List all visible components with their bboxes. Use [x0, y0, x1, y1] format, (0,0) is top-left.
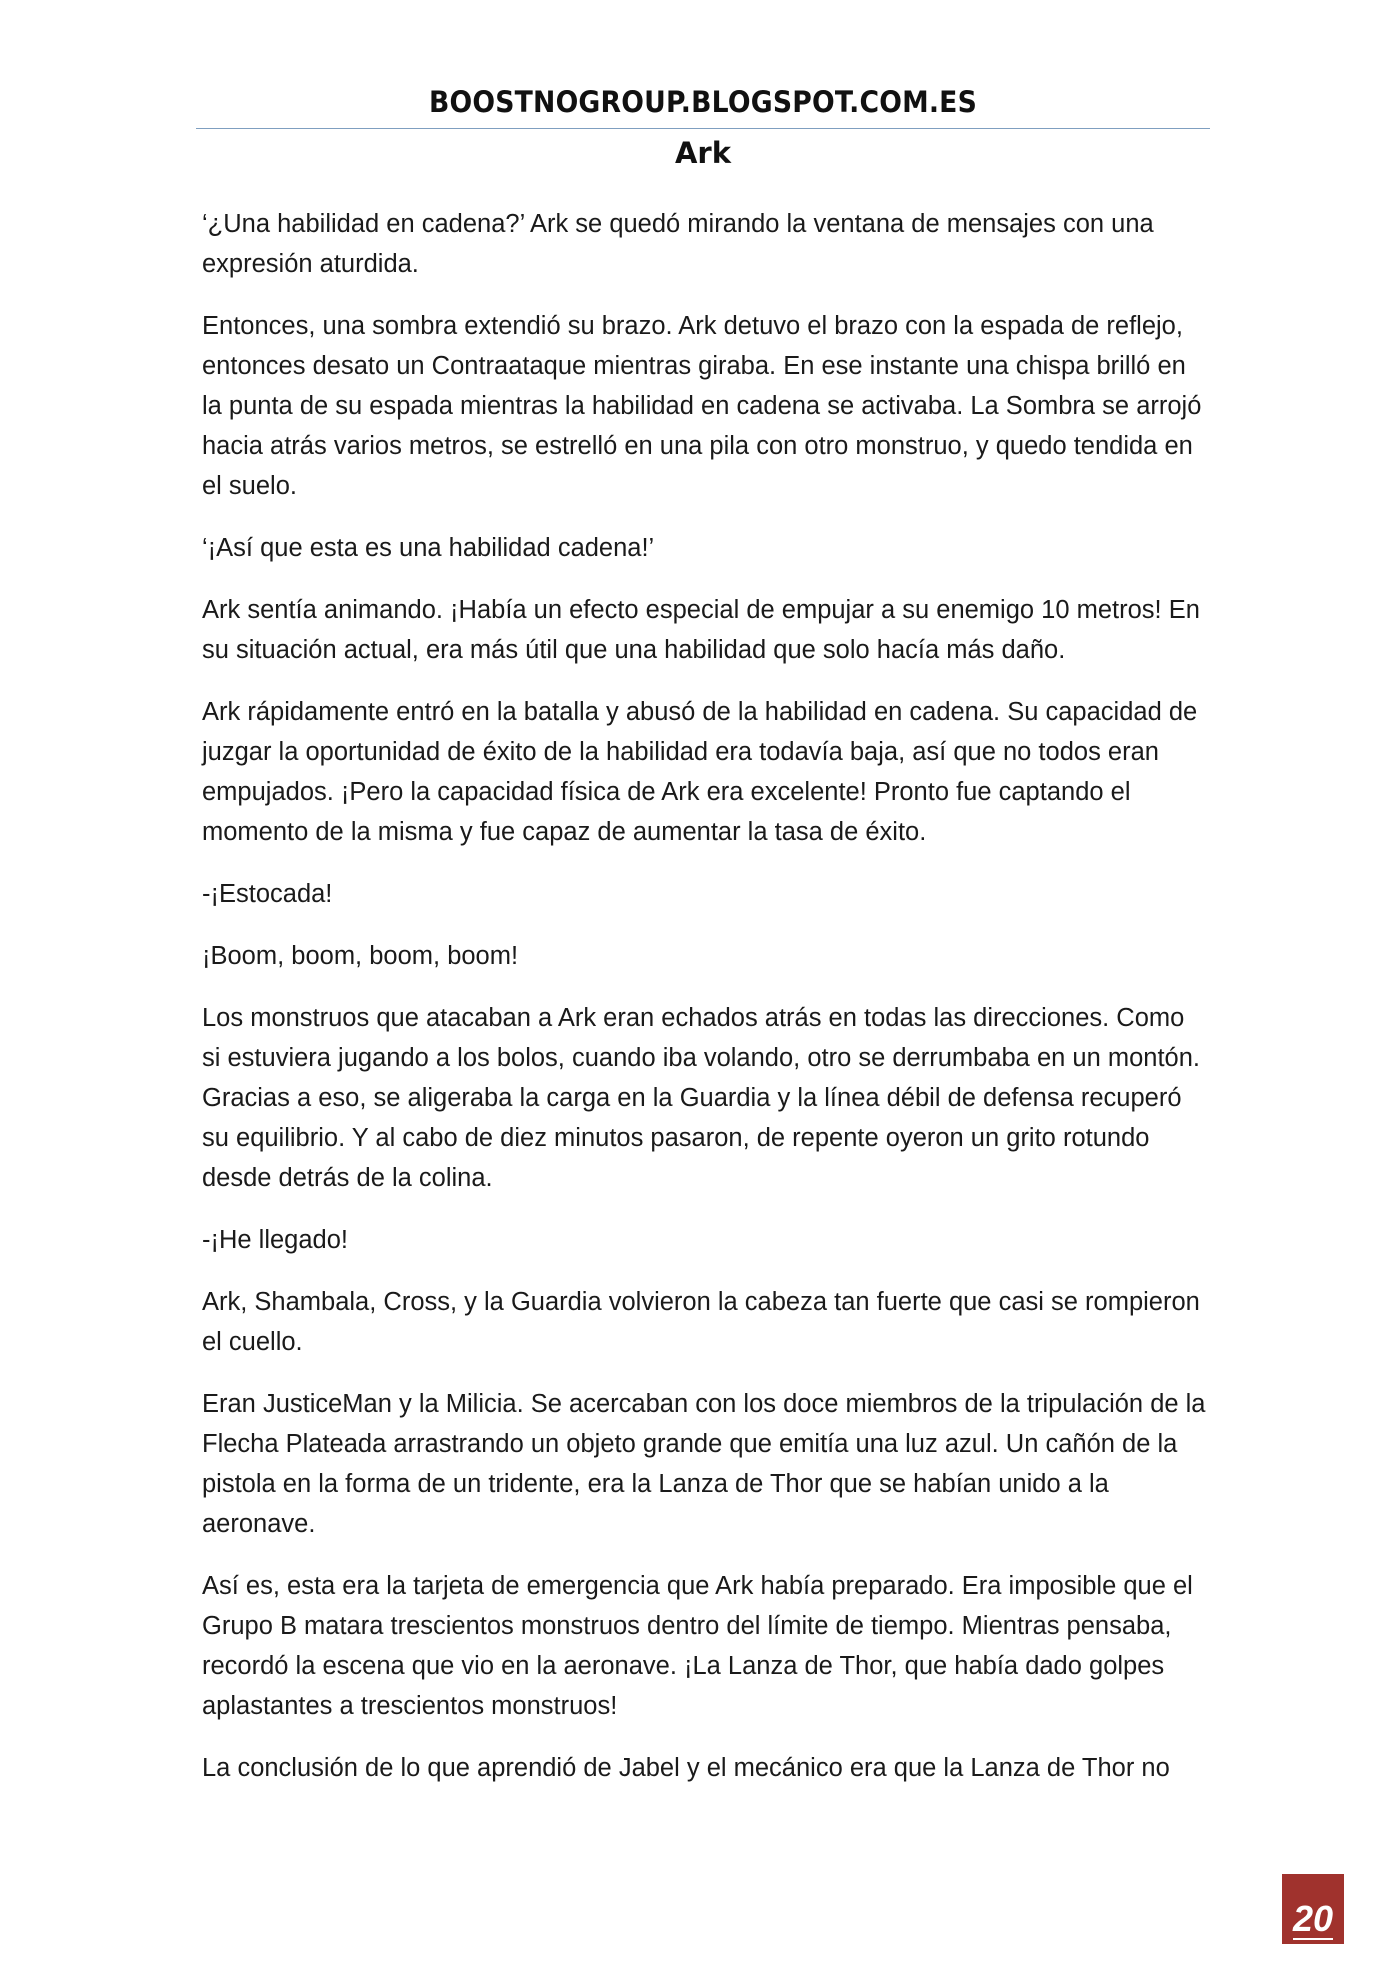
paragraph: Entonces, una sombra extendió su brazo. Ark detuvo el brazo con la espada de reflejo, entonces desato un Contraataque mientras giraba. En ese instante una chispa brilló en la punta de su espada mientras la habilidad en cadena se activaba. La Sombra se arrojó hacia atrás varios metros, se estrelló en una pila con otro monstruo, y quedo tendida en el suelo. [202, 312, 1202, 500]
page-header [196, 82, 1210, 173]
paragraph: Ark, Shambala, Cross, y la Guardia volvieron la cabeza tan fuerte que casi se rompieron el cuello. [202, 1288, 1200, 1356]
document-title: Ark [674, 136, 732, 170]
page-number-badge [1282, 1874, 1344, 1944]
paragraph: Ark sentía animando. ¡Había un efecto especial de empujar a su enemigo 10 metros! En su situación actual, era más útil que una habilidad que solo hacía más daño. [202, 596, 1200, 664]
paragraph: Ark rápidamente entró en la batalla y abusó de la habilidad en cadena. Su capacidad de juzgar la oportunidad de éxito de la habilidad era todavía baja, así que no todos eran empujados. ¡Pero la capacidad física de Ark era excelente! Pronto fue captando el momento de la misma y fue capaz de aumentar la tasa de éxito. [202, 698, 1198, 846]
paragraph: Los monstruos que atacaban a Ark eran echados atrás en todas las direcciones. Como si estuviera jugando a los bolos, cuando iba volando, otro se derrumbaba en un montón. Gracias a eso, se aligeraba la carga en la Guardia y la línea débil de defensa recuperó su equilibrio. Y al cabo de diez minutos pasaron, de repente oyeron un grito rotundo desde detrás de la colina. [202, 1004, 1200, 1192]
paragraph: Así es, esta era la tarjeta de emergencia que Ark había preparado. Era imposible que el Grupo B matara trescientos monstruos dentro del límite de tiempo. Mientras pensaba, recordó la escena que vio en la aeronave. ¡La Lanza de Thor, que había dado golpes aplastantes a trescientos monstruos! [202, 1572, 1193, 1720]
header-rule [196, 128, 1210, 129]
site-title: BOOSTNOGROUP.BLOGSPOT.COM.ES [429, 85, 977, 119]
body-text [202, 204, 1208, 1810]
page-number: 20 [1292, 1898, 1334, 1939]
paragraph: ¡Boom, boom, boom, boom! [202, 942, 519, 970]
paragraph: -¡Estocada! [202, 880, 333, 908]
paragraph: La conclusión de lo que aprendió de Jabel y el mecánico era que la Lanza de Thor no [202, 1754, 1170, 1782]
paragraph: ‘¡Así que esta es una habilidad cadena!’ [202, 534, 655, 562]
paragraph: -¡He llegado! [202, 1226, 348, 1254]
paragraph: Eran JusticeMan y la Milicia. Se acercaban con los doce miembros de la tripulación de la Flecha Plateada arrastrando un objeto grande que emitía una luz azul. Un cañón de la pistola en la forma de un tridente, era la Lanza de Thor que se habían unido a la aeronave. [202, 1390, 1206, 1538]
paragraph: ‘¿Una habilidad en cadena?’ Ark se quedó mirando la ventana de mensajes con una expresión aturdida. [202, 210, 1154, 278]
